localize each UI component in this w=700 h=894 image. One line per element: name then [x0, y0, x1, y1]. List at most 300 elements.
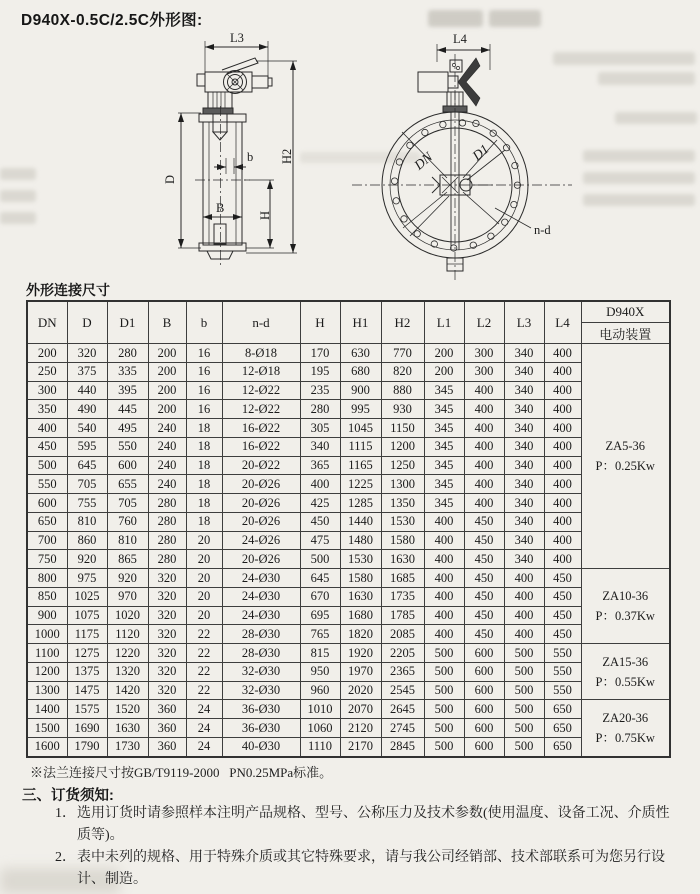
- actuator-model: ZA5-36: [605, 439, 646, 453]
- actuator-group-cell: [581, 344, 670, 569]
- table-cell: 2545: [381, 681, 424, 700]
- table-cell: 700: [27, 531, 67, 550]
- table-cell: 400: [504, 587, 544, 606]
- table-cell: 630: [340, 344, 381, 363]
- table-row: [27, 606, 670, 625]
- table-cell: 1530: [381, 512, 424, 531]
- table-cell: 495: [107, 419, 148, 438]
- table-cell: 765: [300, 625, 340, 644]
- table-cell: 450: [544, 587, 581, 606]
- table-cell: 280: [148, 494, 186, 513]
- table-cell: 340: [504, 512, 544, 531]
- table-cell: 1285: [340, 494, 381, 513]
- table-cell: 450: [464, 550, 504, 569]
- table-cell: 400: [464, 400, 504, 419]
- actuator-group-cell: [581, 569, 670, 644]
- table-row: [27, 475, 670, 494]
- actuator-model: ZA10-36: [602, 589, 649, 603]
- table-cell: 1300: [381, 475, 424, 494]
- table-cell: 975: [67, 569, 107, 588]
- table-cell: 900: [27, 606, 67, 625]
- table-cell: 600: [464, 737, 504, 756]
- dim-label-B: B: [216, 201, 225, 215]
- table-cell: 450: [464, 512, 504, 531]
- note-number: 1．: [55, 806, 76, 821]
- actuator-model: ZA15-36: [602, 654, 649, 669]
- table-cell: 2845: [381, 737, 424, 756]
- table-row: [27, 644, 670, 663]
- table-cell: 400: [504, 569, 544, 588]
- table-cell: 36-Ø30: [222, 700, 300, 719]
- table-cell: 340: [504, 531, 544, 550]
- table-cell: 1820: [340, 625, 381, 644]
- table-cell: 24: [186, 737, 222, 756]
- table-cell: 550: [544, 681, 581, 700]
- table-cell: 400: [544, 437, 581, 456]
- table-cell: 1020: [107, 606, 148, 625]
- table-title: 外形连接尺寸: [26, 282, 110, 298]
- table-cell: 240: [148, 437, 186, 456]
- outline-drawings: [95, 28, 580, 288]
- table-cell: 200: [148, 362, 186, 381]
- col-header: D: [67, 301, 107, 344]
- bleedthrough-smudge: [583, 150, 695, 162]
- actuator-power: P：0.25Kw: [595, 459, 655, 473]
- dim-label-H2: H2: [280, 148, 294, 164]
- table-cell: 395: [107, 381, 148, 400]
- table-cell: 500: [27, 456, 67, 475]
- actuator-group-cell: [581, 700, 670, 757]
- table-cell: 22: [186, 625, 222, 644]
- table-row: [27, 344, 670, 363]
- table-cell: 340: [504, 456, 544, 475]
- table-cell: 200: [148, 400, 186, 419]
- table-cell: 650: [544, 737, 581, 756]
- table-cell: 500: [504, 719, 544, 738]
- table-cell: 400: [464, 475, 504, 494]
- table-row: [27, 512, 670, 531]
- col-header: H: [300, 301, 340, 344]
- table-cell: 1580: [381, 531, 424, 550]
- table-row: [27, 681, 670, 700]
- table-cell: 1630: [381, 550, 424, 569]
- table-cell: 20-Ø26: [222, 512, 300, 531]
- table-cell: 300: [464, 362, 504, 381]
- table-cell: 20: [186, 587, 222, 606]
- table-cell: 360: [148, 719, 186, 738]
- table-cell: 450: [544, 606, 581, 625]
- table-cell: 670: [300, 587, 340, 606]
- dim-label-H: H: [258, 210, 272, 220]
- table-cell: 810: [107, 531, 148, 550]
- bleedthrough-smudge: [0, 212, 36, 224]
- actuator-group-cell: [581, 644, 670, 700]
- table-cell: 340: [504, 344, 544, 363]
- col-header: L2: [464, 301, 504, 344]
- table-cell: 170: [300, 344, 340, 363]
- table-cell: 1150: [381, 419, 424, 438]
- table-cell: 24-Ø30: [222, 606, 300, 625]
- bleedthrough-smudge: [598, 72, 695, 85]
- table-cell: 300: [27, 381, 67, 400]
- table-cell: 820: [381, 362, 424, 381]
- table-cell: 810: [67, 512, 107, 531]
- table-cell: 400: [424, 587, 464, 606]
- ordering-notes-heading: 三、订货须知:: [22, 788, 114, 804]
- table-cell: 280: [148, 550, 186, 569]
- table-cell: 440: [67, 381, 107, 400]
- table-cell: 2020: [340, 681, 381, 700]
- actuator-model: ZA20-36: [602, 710, 649, 725]
- table-cell: 600: [464, 644, 504, 663]
- table-cell: 18: [186, 512, 222, 531]
- col-header: n-d: [222, 301, 300, 344]
- table-cell: 18: [186, 456, 222, 475]
- table-cell: 1300: [27, 681, 67, 700]
- table-cell: 2365: [381, 662, 424, 681]
- table-cell: 450: [464, 625, 504, 644]
- table-cell: 320: [148, 587, 186, 606]
- table-cell: 280: [148, 512, 186, 531]
- table-cell: 280: [300, 400, 340, 419]
- table-cell: 24: [186, 719, 222, 738]
- dimensions-table: [26, 300, 671, 758]
- table-cell: 450: [464, 569, 504, 588]
- table-cell: 450: [300, 512, 340, 531]
- table-cell: 500: [424, 719, 464, 738]
- table-cell: 2745: [381, 719, 424, 738]
- table-cell: 1075: [67, 606, 107, 625]
- table-cell: 1200: [27, 662, 67, 681]
- table-cell: 22: [186, 662, 222, 681]
- table-cell: 500: [504, 700, 544, 719]
- table-cell: 16: [186, 400, 222, 419]
- table-cell: 755: [67, 494, 107, 513]
- table-cell: 450: [464, 587, 504, 606]
- table-cell: 1225: [340, 475, 381, 494]
- table-cell: 705: [67, 475, 107, 494]
- table-cell: 550: [544, 662, 581, 681]
- table-cell: 16: [186, 362, 222, 381]
- table-row: [27, 381, 670, 400]
- table-cell: 235: [300, 381, 340, 400]
- actuator-power: P：0.55Kw: [595, 674, 655, 689]
- ordering-note: [55, 803, 673, 847]
- col-header: B: [148, 301, 186, 344]
- table-cell: 200: [148, 344, 186, 363]
- table-cell: 645: [300, 569, 340, 588]
- table-cell: 600: [464, 719, 504, 738]
- table-cell: 1250: [381, 456, 424, 475]
- table-cell: 2085: [381, 625, 424, 644]
- table-cell: 995: [340, 400, 381, 419]
- table-cell: 20: [186, 550, 222, 569]
- table-cell: 1685: [381, 569, 424, 588]
- table-row: [27, 569, 670, 588]
- table-cell: 800: [27, 569, 67, 588]
- table-cell: 450: [544, 625, 581, 644]
- table-cell: 400: [544, 344, 581, 363]
- table-cell: 595: [67, 437, 107, 456]
- table-cell: 320: [148, 662, 186, 681]
- table-cell: 24-Ø30: [222, 587, 300, 606]
- table-cell: 500: [300, 550, 340, 569]
- table-cell: 22: [186, 681, 222, 700]
- table-cell: 18: [186, 475, 222, 494]
- table-cell: 1730: [107, 737, 148, 756]
- dim-label-b: b: [247, 150, 254, 164]
- table-cell: 400: [424, 569, 464, 588]
- table-cell: 1375: [67, 662, 107, 681]
- table-cell: 18: [186, 437, 222, 456]
- table-cell: 500: [424, 700, 464, 719]
- table-cell: 200: [148, 381, 186, 400]
- table-cell: 335: [107, 362, 148, 381]
- table-cell: 300: [464, 344, 504, 363]
- col-header-actuator-device: 电动装置: [581, 323, 670, 344]
- table-cell: 1480: [340, 531, 381, 550]
- table-cell: 340: [504, 419, 544, 438]
- table-cell: 650: [544, 719, 581, 738]
- table-cell: 400: [424, 606, 464, 625]
- table-cell: 900: [340, 381, 381, 400]
- table-cell: 16: [186, 344, 222, 363]
- table-cell: 860: [67, 531, 107, 550]
- table-cell: 450: [464, 531, 504, 550]
- bleedthrough-smudge: [583, 172, 695, 184]
- table-row: [27, 737, 670, 756]
- table-cell: 2070: [340, 700, 381, 719]
- table-cell: 320: [148, 625, 186, 644]
- table-cell: 1400: [27, 700, 67, 719]
- table-cell: 340: [300, 437, 340, 456]
- table-cell: 1060: [300, 719, 340, 738]
- table-cell: 340: [504, 475, 544, 494]
- table-row: [27, 719, 670, 738]
- table-cell: 250: [27, 362, 67, 381]
- table-cell: 20-Ø26: [222, 475, 300, 494]
- table-cell: 400: [544, 550, 581, 569]
- table-cell: 240: [148, 456, 186, 475]
- table-cell: 650: [27, 512, 67, 531]
- table-cell: 400: [544, 400, 581, 419]
- table-cell: 24: [186, 700, 222, 719]
- table-cell: 1580: [340, 569, 381, 588]
- ordering-note: [55, 847, 673, 891]
- table-cell: 8-Ø18: [222, 344, 300, 363]
- table-row: [27, 662, 670, 681]
- table-cell: 400: [424, 550, 464, 569]
- table-cell: 475: [300, 531, 340, 550]
- dim-label-D: D: [163, 174, 177, 184]
- table-row: [27, 419, 670, 438]
- table-cell: 20: [186, 531, 222, 550]
- table-cell: 655: [107, 475, 148, 494]
- table-cell: 500: [424, 737, 464, 756]
- table-cell: 350: [27, 400, 67, 419]
- table-cell: 12-Ø22: [222, 400, 300, 419]
- table-cell: 500: [504, 644, 544, 663]
- table-cell: 340: [504, 550, 544, 569]
- table-cell: 400: [424, 531, 464, 550]
- table-cell: 200: [424, 344, 464, 363]
- table-cell: 20: [186, 606, 222, 625]
- table-cell: 1500: [27, 719, 67, 738]
- table-cell: 500: [424, 662, 464, 681]
- col-header: L1: [424, 301, 464, 344]
- table-cell: 365: [300, 456, 340, 475]
- table-cell: 930: [381, 400, 424, 419]
- table-cell: 550: [27, 475, 67, 494]
- table-cell: 1110: [300, 737, 340, 756]
- table-cell: 1785: [381, 606, 424, 625]
- dimensions-table-body: [27, 344, 670, 757]
- table-cell: 1970: [340, 662, 381, 681]
- table-cell: 320: [148, 606, 186, 625]
- table-cell: 1680: [340, 606, 381, 625]
- col-header: H1: [340, 301, 381, 344]
- table-cell: 2170: [340, 737, 381, 756]
- table-row: [27, 437, 670, 456]
- table-cell: 20-Ø26: [222, 494, 300, 513]
- table-row: [27, 550, 670, 569]
- table-cell: 850: [27, 587, 67, 606]
- ordering-notes-list: [55, 803, 673, 891]
- table-cell: 400: [544, 494, 581, 513]
- table-cell: 1120: [107, 625, 148, 644]
- table-cell: 645: [67, 456, 107, 475]
- note-text: 表中未列的规格、用于特殊介质或其它特殊要求，请与我公司经销部、技术部联系可为您另行设计、制造。: [77, 850, 665, 887]
- table-row: [27, 400, 670, 419]
- table-row: [27, 531, 670, 550]
- valve-drawings-svg: [95, 28, 580, 288]
- table-cell: 345: [424, 419, 464, 438]
- table-cell: 750: [27, 550, 67, 569]
- table-cell: 1220: [107, 644, 148, 663]
- dim-label-L3: L3: [230, 31, 244, 45]
- table-cell: 600: [464, 681, 504, 700]
- table-cell: 305: [300, 419, 340, 438]
- actuator-power: P：0.37Kw: [595, 609, 655, 623]
- table-cell: 22: [186, 644, 222, 663]
- table-cell: 960: [300, 681, 340, 700]
- table-cell: 320: [148, 644, 186, 663]
- table-cell: 24-Ø30: [222, 569, 300, 588]
- table-cell: 2205: [381, 644, 424, 663]
- table-row: [27, 494, 670, 513]
- table-cell: 815: [300, 644, 340, 663]
- table-cell: 1475: [67, 681, 107, 700]
- table-cell: 400: [464, 437, 504, 456]
- note-text: 选用订货时请参照样本注明产品规格、型号、公称压力及技术参数(使用温度、设备工况、介质性质等)。: [77, 806, 670, 843]
- table-cell: 16-Ø22: [222, 419, 300, 438]
- col-header-actuator-model: D940X: [581, 301, 670, 323]
- table-cell: 12-Ø22: [222, 381, 300, 400]
- table-cell: 1115: [340, 437, 381, 456]
- table-cell: 1520: [107, 700, 148, 719]
- col-header: H2: [381, 301, 424, 344]
- table-cell: 32-Ø30: [222, 662, 300, 681]
- table-cell: 1575: [67, 700, 107, 719]
- table-cell: 400: [464, 494, 504, 513]
- table-cell: 375: [67, 362, 107, 381]
- table-cell: 600: [27, 494, 67, 513]
- bleedthrough-smudge: [0, 190, 36, 202]
- table-cell: 920: [67, 550, 107, 569]
- table-cell: 1790: [67, 737, 107, 756]
- table-cell: 20: [186, 569, 222, 588]
- table-cell: 36-Ø30: [222, 719, 300, 738]
- dim-label-D1: D1: [469, 141, 492, 164]
- table-cell: 550: [544, 644, 581, 663]
- table-cell: 340: [504, 362, 544, 381]
- table-row: [27, 456, 670, 475]
- table-cell: 950: [300, 662, 340, 681]
- table-cell: 2645: [381, 700, 424, 719]
- table-cell: 1200: [381, 437, 424, 456]
- table-cell: 1630: [107, 719, 148, 738]
- table-cell: 1275: [67, 644, 107, 663]
- table-header: [27, 301, 670, 344]
- table-cell: 450: [544, 569, 581, 588]
- table-cell: 400: [504, 625, 544, 644]
- table-cell: 400: [504, 606, 544, 625]
- table-cell: 760: [107, 512, 148, 531]
- table-cell: 345: [424, 475, 464, 494]
- table-cell: 1010: [300, 700, 340, 719]
- page-title: D940X-0.5C/2.5C外形图:: [21, 12, 203, 29]
- table-cell: 340: [504, 381, 544, 400]
- table-row: [27, 587, 670, 606]
- bleedthrough-smudge: [489, 10, 541, 27]
- bleedthrough-smudge: [428, 10, 483, 27]
- table-cell: 1420: [107, 681, 148, 700]
- table-cell: 340: [504, 494, 544, 513]
- table-cell: 550: [107, 437, 148, 456]
- table-cell: 345: [424, 494, 464, 513]
- table-cell: 320: [67, 344, 107, 363]
- col-header: b: [186, 301, 222, 344]
- table-cell: 400: [27, 419, 67, 438]
- bleedthrough-smudge: [615, 112, 697, 124]
- table-cell: 1165: [340, 456, 381, 475]
- table-cell: 1025: [67, 587, 107, 606]
- table-cell: 400: [300, 475, 340, 494]
- table-cell: 16: [186, 381, 222, 400]
- valve-front-view: [352, 44, 572, 280]
- table-cell: 865: [107, 550, 148, 569]
- table-cell: 920: [107, 569, 148, 588]
- table-cell: 500: [504, 662, 544, 681]
- table-cell: 1690: [67, 719, 107, 738]
- table-cell: 340: [504, 437, 544, 456]
- table-cell: 1045: [340, 419, 381, 438]
- table-cell: 600: [464, 662, 504, 681]
- table-cell: 18: [186, 419, 222, 438]
- table-cell: 28-Ø30: [222, 625, 300, 644]
- table-cell: 770: [381, 344, 424, 363]
- table-cell: 1350: [381, 494, 424, 513]
- table-cell: 705: [107, 494, 148, 513]
- col-header: DN: [27, 301, 67, 344]
- table-cell: 200: [27, 344, 67, 363]
- table-cell: 650: [544, 700, 581, 719]
- flange-standard-footnote: ※法兰连接尺寸按GB/T9119-2000 PN0.25MPa标准。: [30, 765, 333, 780]
- bleedthrough-smudge: [0, 168, 36, 180]
- table-cell: 1440: [340, 512, 381, 531]
- table-cell: 400: [464, 456, 504, 475]
- table-cell: 18: [186, 494, 222, 513]
